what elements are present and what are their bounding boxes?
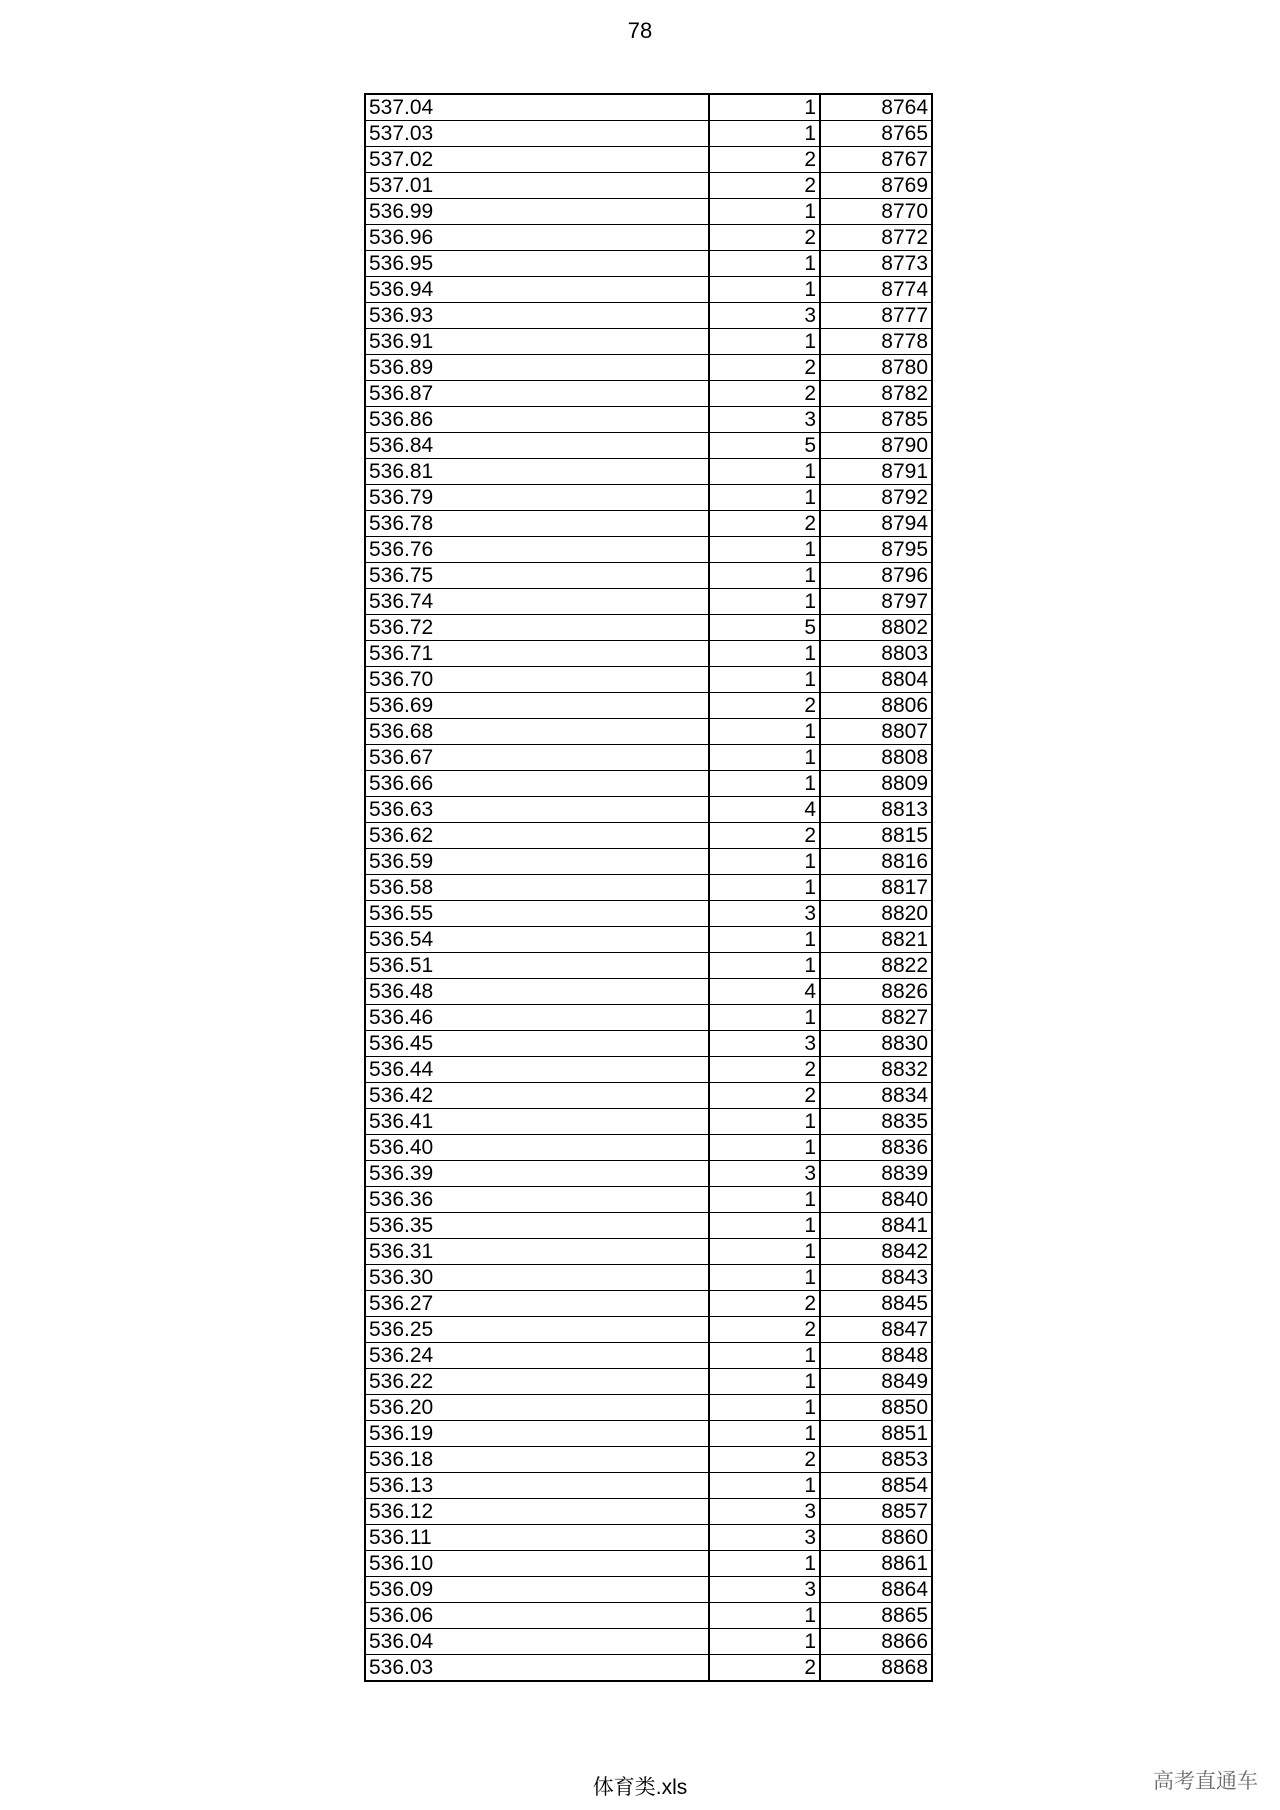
count-cell: 1 (709, 667, 820, 693)
count-cell: 1 (709, 771, 820, 797)
table-row (365, 1603, 932, 1629)
score-cell: 536.95 (365, 251, 709, 277)
count-cell: 1 (709, 459, 820, 485)
score-cell: 536.68 (365, 719, 709, 745)
cumulative-cell: 8845 (820, 1291, 932, 1317)
cumulative-cell: 8765 (820, 121, 932, 147)
cumulative-cell: 8834 (820, 1083, 932, 1109)
score-cell: 536.04 (365, 1629, 709, 1655)
table-row (365, 1395, 932, 1421)
score-cell: 536.25 (365, 1317, 709, 1343)
count-cell: 2 (709, 511, 820, 537)
table-row (365, 1187, 932, 1213)
cumulative-cell: 8850 (820, 1395, 932, 1421)
cumulative-cell: 8778 (820, 329, 932, 355)
count-cell: 1 (709, 199, 820, 225)
count-cell: 1 (709, 641, 820, 667)
count-cell: 4 (709, 979, 820, 1005)
table-row (365, 771, 932, 797)
count-cell: 1 (709, 1603, 820, 1629)
cumulative-cell: 8795 (820, 537, 932, 563)
count-cell: 2 (709, 225, 820, 251)
count-cell: 1 (709, 927, 820, 953)
cumulative-cell: 8848 (820, 1343, 932, 1369)
cumulative-cell: 8842 (820, 1239, 932, 1265)
count-cell: 1 (709, 849, 820, 875)
cumulative-cell: 8840 (820, 1187, 932, 1213)
cumulative-cell: 8796 (820, 563, 932, 589)
count-cell: 1 (709, 1473, 820, 1499)
count-cell: 5 (709, 433, 820, 459)
table-row (365, 953, 932, 979)
cumulative-cell: 8790 (820, 433, 932, 459)
table-row (365, 875, 932, 901)
table-row (365, 537, 932, 563)
count-cell: 3 (709, 901, 820, 927)
score-cell: 536.27 (365, 1291, 709, 1317)
score-cell: 537.01 (365, 173, 709, 199)
count-cell: 2 (709, 173, 820, 199)
cumulative-cell: 8802 (820, 615, 932, 641)
table-row (365, 433, 932, 459)
table-row (365, 1083, 932, 1109)
table-row (365, 381, 932, 407)
cumulative-cell: 8830 (820, 1031, 932, 1057)
score-cell: 536.45 (365, 1031, 709, 1057)
score-cell: 536.09 (365, 1577, 709, 1603)
score-cell: 536.20 (365, 1395, 709, 1421)
table-row (365, 1265, 932, 1291)
table-row (365, 823, 932, 849)
score-cell: 536.46 (365, 1005, 709, 1031)
cumulative-cell: 8813 (820, 797, 932, 823)
table-row (365, 121, 932, 147)
score-cell: 536.79 (365, 485, 709, 511)
cumulative-cell: 8803 (820, 641, 932, 667)
table-row (365, 485, 932, 511)
count-cell: 1 (709, 1213, 820, 1239)
cumulative-cell: 8841 (820, 1213, 932, 1239)
cumulative-cell: 8807 (820, 719, 932, 745)
cumulative-cell: 8843 (820, 1265, 932, 1291)
count-cell: 1 (709, 563, 820, 589)
count-cell: 1 (709, 329, 820, 355)
count-cell: 2 (709, 355, 820, 381)
count-cell: 1 (709, 589, 820, 615)
cumulative-cell: 8866 (820, 1629, 932, 1655)
score-cell: 536.40 (365, 1135, 709, 1161)
cumulative-cell: 8857 (820, 1499, 932, 1525)
cumulative-cell: 8808 (820, 745, 932, 771)
score-cell: 536.72 (365, 615, 709, 641)
count-cell: 1 (709, 1551, 820, 1577)
cumulative-cell: 8773 (820, 251, 932, 277)
cumulative-cell: 8770 (820, 199, 932, 225)
cumulative-cell: 8767 (820, 147, 932, 173)
score-cell: 536.18 (365, 1447, 709, 1473)
cumulative-cell: 8782 (820, 381, 932, 407)
cumulative-cell: 8804 (820, 667, 932, 693)
table-row (365, 147, 932, 173)
score-cell: 536.62 (365, 823, 709, 849)
cumulative-cell: 8806 (820, 693, 932, 719)
cumulative-cell: 8764 (820, 94, 932, 121)
score-cell: 536.76 (365, 537, 709, 563)
table-row (365, 1239, 932, 1265)
table-row (365, 901, 932, 927)
table-row (365, 1109, 932, 1135)
score-cell: 536.84 (365, 433, 709, 459)
score-cell: 536.96 (365, 225, 709, 251)
cumulative-cell: 8868 (820, 1655, 932, 1682)
count-cell: 1 (709, 1005, 820, 1031)
count-cell: 3 (709, 1031, 820, 1057)
score-cell: 536.13 (365, 1473, 709, 1499)
cumulative-cell: 8816 (820, 849, 932, 875)
count-cell: 1 (709, 1421, 820, 1447)
cumulative-cell: 8777 (820, 303, 932, 329)
count-cell: 1 (709, 1343, 820, 1369)
cumulative-cell: 8794 (820, 511, 932, 537)
count-cell: 1 (709, 875, 820, 901)
count-cell: 3 (709, 303, 820, 329)
cumulative-cell: 8864 (820, 1577, 932, 1603)
score-cell: 536.03 (365, 1655, 709, 1682)
table-row (365, 589, 932, 615)
cumulative-cell: 8772 (820, 225, 932, 251)
count-cell: 1 (709, 1629, 820, 1655)
cumulative-cell: 8849 (820, 1369, 932, 1395)
score-cell: 536.41 (365, 1109, 709, 1135)
footer-filename: 体育类.xls (592, 1776, 688, 1799)
cumulative-cell: 8865 (820, 1603, 932, 1629)
score-table-body (365, 94, 932, 1681)
score-cell: 536.51 (365, 953, 709, 979)
score-cell: 536.69 (365, 693, 709, 719)
score-cell: 536.19 (365, 1421, 709, 1447)
table-row (365, 1655, 932, 1682)
table-row (365, 693, 932, 719)
count-cell: 5 (709, 615, 820, 641)
table-row (365, 927, 932, 953)
cumulative-cell: 8861 (820, 1551, 932, 1577)
score-cell: 536.55 (365, 901, 709, 927)
table-row (365, 1317, 932, 1343)
score-cell: 536.63 (365, 797, 709, 823)
cumulative-cell: 8785 (820, 407, 932, 433)
table-row (365, 277, 932, 303)
table-row (365, 407, 932, 433)
cumulative-cell: 8832 (820, 1057, 932, 1083)
count-cell: 2 (709, 823, 820, 849)
count-cell: 1 (709, 1109, 820, 1135)
score-cell: 536.44 (365, 1057, 709, 1083)
count-cell: 1 (709, 1395, 820, 1421)
table-row (365, 1525, 932, 1551)
cumulative-cell: 8826 (820, 979, 932, 1005)
count-cell: 1 (709, 537, 820, 563)
count-cell: 3 (709, 1577, 820, 1603)
count-cell: 1 (709, 121, 820, 147)
count-cell: 1 (709, 94, 820, 121)
score-cell: 536.31 (365, 1239, 709, 1265)
table-row (365, 849, 932, 875)
count-cell: 1 (709, 485, 820, 511)
count-cell: 1 (709, 745, 820, 771)
cumulative-cell: 8780 (820, 355, 932, 381)
score-cell: 536.74 (365, 589, 709, 615)
score-cell: 536.10 (365, 1551, 709, 1577)
table-row (365, 1499, 932, 1525)
table-row (365, 1629, 932, 1655)
count-cell: 2 (709, 1447, 820, 1473)
score-cell: 536.67 (365, 745, 709, 771)
page-number: 78 (627, 18, 653, 43)
count-cell: 2 (709, 1057, 820, 1083)
score-cell: 536.24 (365, 1343, 709, 1369)
cumulative-cell: 8854 (820, 1473, 932, 1499)
table-row (365, 251, 932, 277)
count-cell: 3 (709, 1525, 820, 1551)
score-cell: 536.66 (365, 771, 709, 797)
count-cell: 1 (709, 953, 820, 979)
table-row (365, 745, 932, 771)
cumulative-cell: 8817 (820, 875, 932, 901)
table-row (365, 329, 932, 355)
count-cell: 1 (709, 1239, 820, 1265)
cumulative-cell: 8851 (820, 1421, 932, 1447)
count-cell: 1 (709, 277, 820, 303)
cumulative-cell: 8792 (820, 485, 932, 511)
cumulative-cell: 8809 (820, 771, 932, 797)
count-cell: 3 (709, 1161, 820, 1187)
count-cell: 1 (709, 1135, 820, 1161)
count-cell: 1 (709, 1265, 820, 1291)
cumulative-cell: 8860 (820, 1525, 932, 1551)
cumulative-cell: 8820 (820, 901, 932, 927)
count-cell: 2 (709, 1291, 820, 1317)
table-row (365, 1369, 932, 1395)
watermark-text: 高考直通车 (1153, 1770, 1258, 1793)
score-cell: 536.99 (365, 199, 709, 225)
table-row (365, 1577, 932, 1603)
cumulative-cell: 8847 (820, 1317, 932, 1343)
score-cell: 536.12 (365, 1499, 709, 1525)
count-cell: 2 (709, 1317, 820, 1343)
count-cell: 3 (709, 1499, 820, 1525)
table-row (365, 355, 932, 381)
score-cell: 537.03 (365, 121, 709, 147)
score-cell: 537.02 (365, 147, 709, 173)
table-row (365, 1551, 932, 1577)
score-cell: 536.06 (365, 1603, 709, 1629)
table-row (365, 1291, 932, 1317)
table-row (365, 303, 932, 329)
table-row (365, 979, 932, 1005)
table-row (365, 615, 932, 641)
score-table (364, 93, 933, 1682)
score-cell: 536.86 (365, 407, 709, 433)
table-row (365, 225, 932, 251)
cumulative-cell: 8769 (820, 173, 932, 199)
cumulative-cell: 8853 (820, 1447, 932, 1473)
count-cell: 4 (709, 797, 820, 823)
cumulative-cell: 8822 (820, 953, 932, 979)
table-row (365, 1161, 932, 1187)
score-cell: 536.30 (365, 1265, 709, 1291)
score-cell: 536.35 (365, 1213, 709, 1239)
cumulative-cell: 8797 (820, 589, 932, 615)
score-cell: 536.89 (365, 355, 709, 381)
score-cell: 536.39 (365, 1161, 709, 1187)
score-cell: 536.48 (365, 979, 709, 1005)
score-cell: 536.42 (365, 1083, 709, 1109)
count-cell: 2 (709, 381, 820, 407)
count-cell: 2 (709, 1655, 820, 1682)
score-cell: 536.75 (365, 563, 709, 589)
score-cell: 536.93 (365, 303, 709, 329)
cumulative-cell: 8835 (820, 1109, 932, 1135)
count-cell: 1 (709, 1187, 820, 1213)
cumulative-cell: 8791 (820, 459, 932, 485)
score-cell: 536.11 (365, 1525, 709, 1551)
table-row (365, 1447, 932, 1473)
count-cell: 2 (709, 693, 820, 719)
table-row (365, 1135, 932, 1161)
score-cell: 537.04 (365, 94, 709, 121)
score-cell: 536.71 (365, 641, 709, 667)
count-cell: 3 (709, 407, 820, 433)
cumulative-cell: 8774 (820, 277, 932, 303)
table-row (365, 1005, 932, 1031)
score-cell: 536.91 (365, 329, 709, 355)
score-cell: 536.58 (365, 875, 709, 901)
score-cell: 536.22 (365, 1369, 709, 1395)
table-row (365, 94, 932, 121)
cumulative-cell: 8815 (820, 823, 932, 849)
table-row (365, 1473, 932, 1499)
score-cell: 536.94 (365, 277, 709, 303)
count-cell: 1 (709, 719, 820, 745)
table-row (365, 1213, 932, 1239)
score-cell: 536.54 (365, 927, 709, 953)
table-row (365, 1343, 932, 1369)
table-row (365, 641, 932, 667)
table-row (365, 1421, 932, 1447)
score-cell: 536.78 (365, 511, 709, 537)
score-cell: 536.59 (365, 849, 709, 875)
score-cell: 536.87 (365, 381, 709, 407)
table-row (365, 719, 932, 745)
table-row (365, 797, 932, 823)
cumulative-cell: 8821 (820, 927, 932, 953)
table-row (365, 199, 932, 225)
count-cell: 2 (709, 147, 820, 173)
score-cell: 536.36 (365, 1187, 709, 1213)
cumulative-cell: 8827 (820, 1005, 932, 1031)
table-row (365, 667, 932, 693)
cumulative-cell: 8839 (820, 1161, 932, 1187)
table-row (365, 459, 932, 485)
table-row (365, 511, 932, 537)
count-cell: 2 (709, 1083, 820, 1109)
count-cell: 1 (709, 251, 820, 277)
table-row (365, 173, 932, 199)
table-row (365, 1057, 932, 1083)
score-cell: 536.81 (365, 459, 709, 485)
table-row (365, 563, 932, 589)
count-cell: 1 (709, 1369, 820, 1395)
cumulative-cell: 8836 (820, 1135, 932, 1161)
score-cell: 536.70 (365, 667, 709, 693)
table-row (365, 1031, 932, 1057)
